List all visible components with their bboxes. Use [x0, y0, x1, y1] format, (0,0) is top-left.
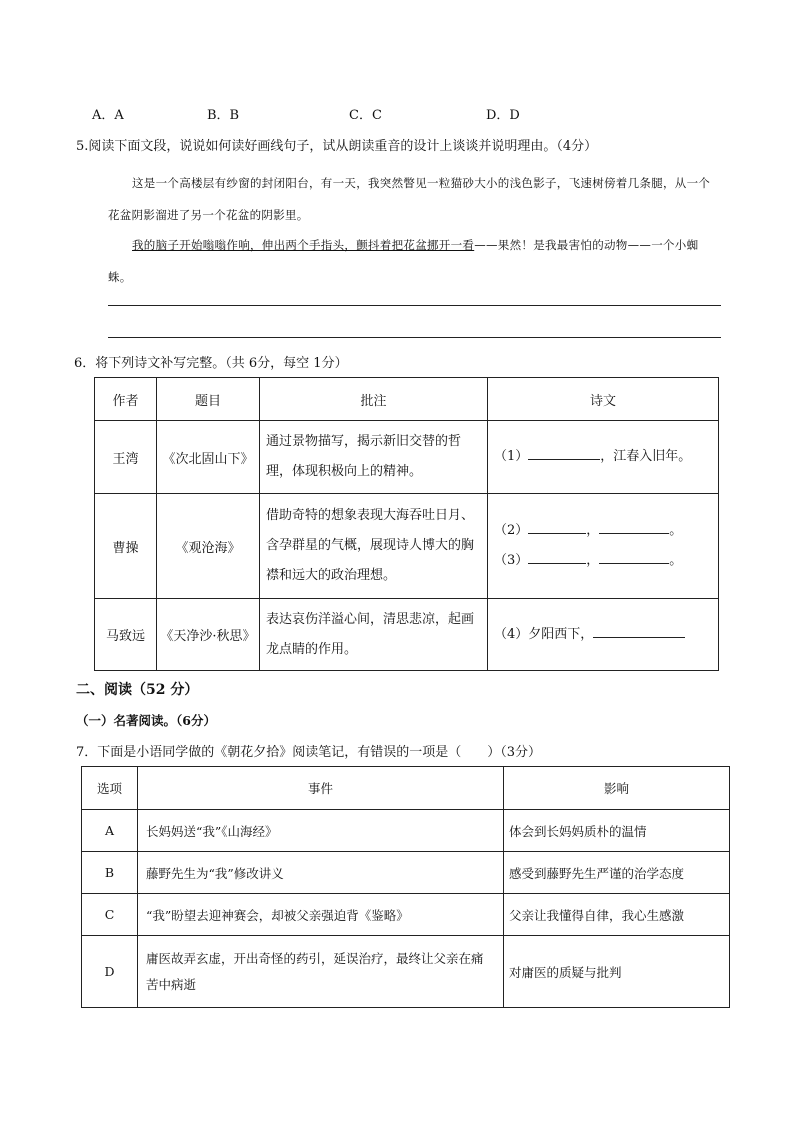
table-row — [82, 810, 730, 852]
q6-prompt: 6．将下列诗文补写完整。（共 6分，每空 1分） — [74, 356, 348, 371]
header-effect: 影响 — [504, 767, 730, 810]
option-c: C．C — [349, 108, 382, 123]
q5-underlined-sentence: 我的脑子开始嗡嗡作响，伸出两个手指头，颤抖着把花盆挪开一看 — [132, 238, 475, 252]
option-cell: C — [82, 894, 138, 936]
q5-passage-1: 这是一个高楼层有纱窗的封闭阳台，有一天，我突然瞥见一粒猫砂大小的浅色影子，飞速树傍着几条腿，从一个花盆阴影溜进了另一个花盆的阴影里。 — [108, 176, 711, 222]
event-cell: “我”盼望去迎神赛会，却被父亲强迫背《鉴略》 — [138, 894, 504, 936]
poetry-table — [94, 377, 719, 671]
reading-notes-table — [81, 766, 730, 1008]
table-row — [95, 421, 719, 494]
option-d: D．D — [486, 108, 520, 123]
effect-cell: 体会到长妈妈质朴的温情 — [504, 810, 730, 852]
author-cell: 王湾 — [95, 421, 157, 494]
fill-blank-3b[interactable] — [599, 549, 669, 564]
table-row — [82, 894, 730, 936]
event-cell: 庸医故弄玄虚，开出奇怪的药引，延误治疗，最终让父亲在痛苦中病逝 — [138, 936, 504, 1008]
poem-text: ， — [586, 553, 600, 568]
effect-cell: 对庸医的质疑与批判 — [504, 936, 730, 1008]
table-header-row — [82, 767, 730, 810]
option-cell: A — [82, 810, 138, 852]
header-lines: 诗文 — [488, 378, 719, 421]
fill-blank-3a[interactable] — [528, 549, 586, 564]
fill-blank-4[interactable] — [593, 623, 685, 638]
header-note: 批注 — [260, 378, 488, 421]
note-cell: 借助奇特的想象表现大海吞吐日月、含孕群星的气概，展现诗人博大的胸襟和远大的政治理想。 — [260, 494, 488, 599]
title-cell: 《观沧海》 — [157, 494, 260, 599]
header-option: 选项 — [82, 767, 138, 810]
author-cell: 马致远 — [95, 599, 157, 671]
event-cell: 藤野先生为“我”修改讲义 — [138, 852, 504, 894]
section-two-title: 二、阅读（52 分） — [76, 682, 199, 698]
fill-blank-2a[interactable] — [528, 519, 586, 534]
option-a: A．A — [92, 108, 124, 123]
table-row — [95, 599, 719, 671]
poem-text: ， — [586, 523, 600, 538]
option-cell: B — [82, 852, 138, 894]
note-cell: 通过景物描写，揭示新旧交替的哲理，体现积极向上的精神。 — [260, 421, 488, 494]
effect-cell: 感受到藤野先生严谨的治学态度 — [504, 852, 730, 894]
table-header-row — [95, 378, 719, 421]
lines-cell — [488, 599, 719, 671]
q5-passage-2-rest: ——果然！是我最害怕的动物——一个小蜘蛛。 — [108, 238, 699, 284]
fill-blank-1[interactable] — [528, 445, 600, 460]
answer-line-2[interactable] — [108, 337, 721, 338]
effect-cell: 父亲让我懂得自律，我心生感激 — [504, 894, 730, 936]
poem-text: 。 — [669, 553, 683, 568]
header-event: 事件 — [138, 767, 504, 810]
author-cell: 曹操 — [95, 494, 157, 599]
answer-line-1[interactable] — [108, 305, 721, 306]
table-row — [82, 936, 730, 1008]
q5-passage-2 — [108, 229, 720, 293]
poem-text: 。 — [669, 523, 683, 538]
poem-text: ，江春入旧年。 — [600, 449, 692, 464]
table-row — [82, 852, 730, 894]
blank-label: （2） — [494, 523, 529, 538]
poem-text: （4）夕阳西下， — [494, 626, 594, 642]
title-cell: 《次北固山下》 — [157, 421, 260, 494]
event-cell: 长妈妈送“我”《山海经》 — [138, 810, 504, 852]
option-b: B．B — [207, 108, 240, 123]
subsection-title: （一）名著阅读。（6分） — [76, 713, 216, 728]
table-row — [95, 494, 719, 599]
q7-prompt: 7．下面是小语同学做的《朝花夕拾》阅读笔记，有错误的一项是（ ）（3分） — [76, 745, 542, 760]
fill-blank-2b[interactable] — [599, 519, 669, 534]
note-cell: 表达哀伤洋溢心间，清思悲凉，起画龙点睛的作用。 — [260, 599, 488, 671]
header-author: 作者 — [95, 378, 157, 421]
lines-cell — [488, 494, 719, 599]
blank-label: （3） — [494, 553, 529, 568]
title-cell: 《天净沙·秋思》 — [157, 599, 260, 671]
q5-prompt: 5.阅读下面文段，说说如何读好画线句子，试从朗读重音的设计上谈谈并说明理由。（4分） — [76, 139, 598, 154]
option-cell: D — [82, 936, 138, 1008]
header-title: 题目 — [157, 378, 260, 421]
lines-cell — [488, 421, 719, 494]
blank-label: （1） — [494, 449, 529, 464]
